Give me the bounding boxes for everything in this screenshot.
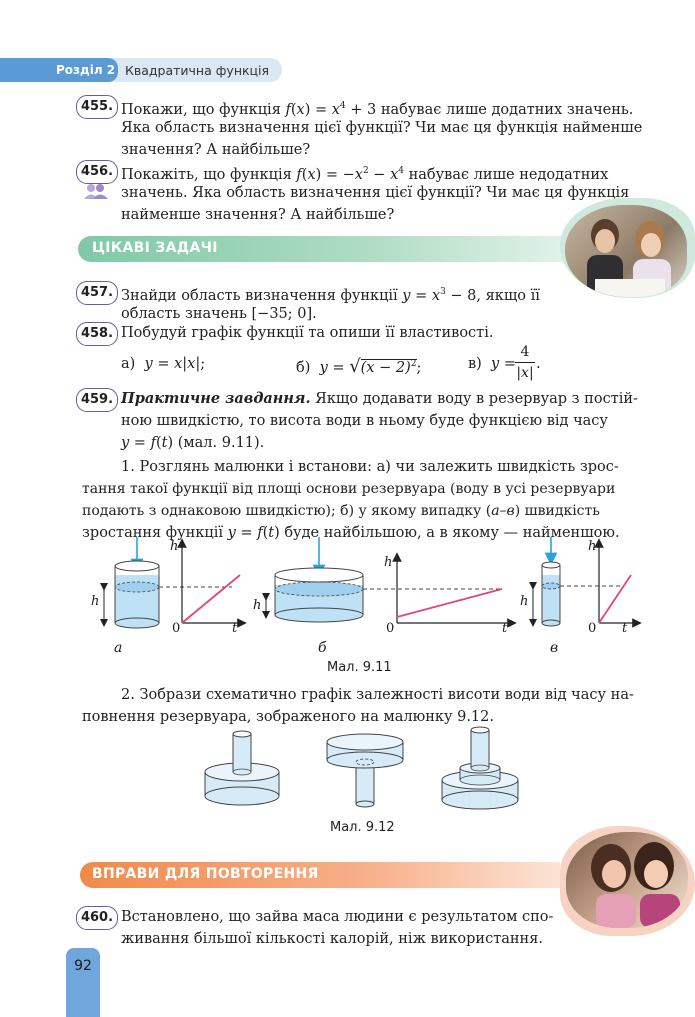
fraction-numerator: 4 [520, 344, 530, 360]
problem-457-line-2: область значень [−35; 0]. [121, 306, 317, 322]
students-photo [565, 205, 687, 297]
cylinder-b [266, 537, 502, 622]
page-number: 92 [74, 958, 92, 974]
problem-number-459: 459. [76, 388, 118, 412]
figure-label-c: в [550, 640, 559, 656]
figure-label-a: а [114, 640, 123, 656]
problem-458-option-c: в) y = [468, 356, 517, 372]
height-label-b: h [253, 598, 262, 613]
origin-c: 0 [588, 621, 597, 636]
fraction-denominator: |x| [516, 365, 534, 381]
problem-455-line-3: значення? А найбільше? [121, 142, 311, 158]
problem-number-457: 457. [76, 281, 118, 305]
interesting-problems-title: ЦІКАВІ ЗАДАЧІ [92, 240, 218, 256]
girls-illustration [566, 832, 688, 928]
figure-9-12 [195, 722, 530, 817]
problem-459-line-1: Практичне завдання. Якщо додавати воду в резервуар з постій- [121, 390, 638, 407]
problem-457-line-1: Знайди область визначення функції $y = x^3 - 8$, якщо її [121, 287, 540, 304]
section-label: Розділ 2 [56, 63, 116, 77]
axis-h-a: h [170, 539, 179, 554]
graph-c [599, 543, 637, 623]
fraction-end: . [536, 356, 541, 372]
tank-1 [205, 731, 279, 805]
problem-456-line-1: Покажіть, що функція $f(x) = -x^2 - x^4$ набуває лише недодатних [121, 166, 609, 183]
review-exercises-title: ВПРАВИ ДЛЯ ПОВТОРЕННЯ [92, 866, 319, 882]
problem-458-option-b: б) $y = √(x - 2)^2$; [296, 355, 422, 377]
problem-number-455: 455. [76, 95, 118, 119]
problem-455-line-2: Яка область визначення цієї функції? Чи має ця функція найменше [121, 120, 643, 136]
problem-458-line-1: Побудуй графік функції та опиши її властивості. [121, 325, 494, 341]
problem-460-line-1: Встановлено, що зайва маса людини є результатом спо- [121, 909, 554, 925]
figure-9-12-caption: Мал. 9.12 [330, 820, 395, 835]
problem-456-line-3: найменше значення? А найбільше? [121, 207, 395, 223]
problem-459-line-2: ною швидкістю, то висота води в ньому буде функцією від часу [121, 413, 608, 429]
graph-a [182, 543, 242, 623]
problem-458-option-a: а) y = x|x|; [121, 356, 206, 372]
girls-photo [566, 832, 688, 928]
problem-459-line-3: y = f(t) (мал. 9.11). [121, 435, 265, 451]
origin-b: 0 [386, 621, 395, 636]
figure-label-b: б [318, 640, 327, 656]
axis-t-c: t [622, 621, 628, 636]
problem-456-line-2: значень. Яка область визначення цієї функції? Чи має ця функція [121, 185, 630, 201]
cylinder-a [104, 537, 232, 628]
task-1-line-4: зростання функції y = f(t) буде найбільшою, а в якому — найменшою. [82, 525, 620, 541]
figure-9-11-caption: Мал. 9.11 [327, 660, 392, 675]
students-illustration [565, 205, 687, 297]
graph-b [397, 557, 512, 623]
task-2-line-2: повнення резервуара, зображеного на малюнку 9.12. [82, 709, 494, 725]
origin-a: 0 [172, 621, 181, 636]
task-1-line-2: тання такої функції від площі основи резервуара (воду в усі резервуари [82, 481, 616, 497]
axis-t-b: t [502, 621, 508, 636]
axis-t-a: t [232, 621, 238, 636]
cylinder-c [533, 537, 622, 626]
height-label-c: h [520, 594, 529, 609]
problem-number-458: 458. [76, 322, 118, 346]
problem-460-line-2: живання більшої кількості калорій, ніж використання. [121, 931, 543, 947]
group-work-icon [82, 182, 110, 200]
height-label-a: h [91, 594, 100, 609]
task-2-line-1: 2. Зобрази схематично графік залежності висоти води від часу на- [121, 687, 634, 703]
axis-h-b: h [384, 555, 393, 570]
chapter-title: Квадратична функція [125, 63, 270, 78]
task-1-line-1: 1. Розглянь малюнки і встанови: а) чи залежить швидкість зрос- [121, 459, 619, 475]
fraction-bar [515, 362, 535, 363]
problem-455-line-1: Покажи, що функція $f(x) = x^4 + 3$ набуває лише додатних значень. [121, 101, 634, 118]
tank-3 [442, 727, 518, 809]
problem-number-456: 456. [76, 160, 118, 184]
problem-number-460: 460. [76, 906, 118, 930]
axis-h-c: h [588, 539, 597, 554]
task-1-line-3: подають з однаковою швидкістю); б) у якому випадку (а–в) швидкість [82, 503, 600, 519]
tank-2 [327, 734, 403, 807]
